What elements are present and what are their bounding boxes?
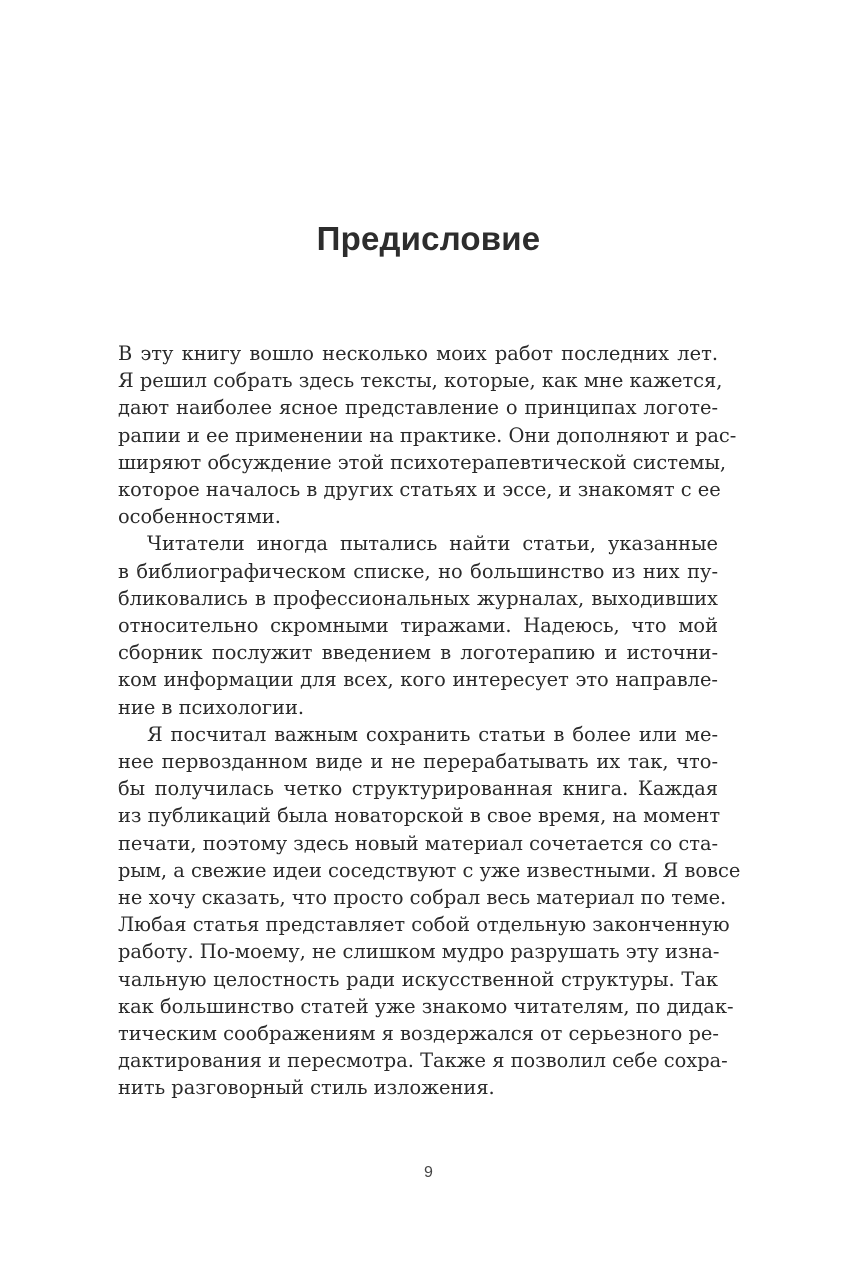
text-line: рапии и ее применении на практике. Они дополняют и рас- — [118, 423, 737, 447]
text-line: Любая статья представляет собой отдельную законченную — [118, 913, 730, 937]
text-line: В эту книгу вошло несколько моих работ последних лет. — [118, 342, 718, 365]
text-line: в библиографическом списке, но большинство из них пу- — [118, 559, 718, 583]
text-line: рым, а свежие идеи соседствуют с уже известными. Я вовсе — [118, 858, 741, 882]
paragraph-1 — [118, 340, 737, 530]
paragraph-3 — [118, 721, 741, 1102]
text-line: которое началось в других статьях и эссе, и знакомят с ее — [118, 478, 721, 502]
text-line: ширяют обсуждение этой психотерапевтической системы, — [118, 450, 727, 474]
paragraph-2 — [118, 530, 718, 720]
text-line: ком информации для всех, кого интересует это направле- — [118, 668, 718, 692]
text-line: нить разговорный стиль изложения. — [118, 1076, 495, 1100]
text-line: тическим соображениям я воздержался от серьезного ре- — [118, 1022, 719, 1046]
text-line: из публикаций была новаторской в свое время, на момент — [118, 804, 721, 828]
text-line: сборник послужит введением в логотерапию и источни- — [118, 641, 718, 665]
text-line: Я посчитал важным сохранить статьи в более или ме- — [147, 722, 718, 746]
text-line: чальную целостность ради искусственной структуры. Так — [118, 967, 718, 991]
text-line: Читатели иногда пытались найти статьи, указанные — [147, 532, 718, 556]
body-text — [118, 340, 741, 1102]
text-line: бликовались в профессиональных журналах, выходивших — [118, 586, 718, 610]
text-line: относительно скромными тиражами. Надеюсь, что мой — [118, 614, 718, 638]
text-line: дактирования и пересмотра. Также я позволил себе сохра- — [118, 1049, 728, 1073]
text-line: дают наиболее ясное представление о принципах логоте- — [118, 396, 718, 420]
text-line: как большинство статей уже знакомо читателям, по дидак- — [118, 994, 734, 1018]
text-line: работу. По-моему, не слишком мудро разрушать эту изна- — [118, 940, 720, 964]
page-number: 9 — [424, 1164, 433, 1181]
text-line: нее первозданном виде и не перерабатывать их так, что- — [118, 750, 718, 774]
chapter-title: Предисловие — [316, 220, 541, 257]
text-line: Я решил собрать здесь тексты, которые, как мне кажется, — [118, 369, 723, 393]
text-line: ние в психологии. — [118, 695, 305, 719]
text-line: особенностями. — [118, 505, 281, 529]
text-line: бы получилась четко структурированная книга. Каждая — [118, 777, 718, 801]
text-line: печати, поэтому здесь новый материал сочетается со ста- — [118, 831, 719, 855]
text-line: не хочу сказать, что просто собрал весь материал по теме. — [118, 886, 727, 910]
